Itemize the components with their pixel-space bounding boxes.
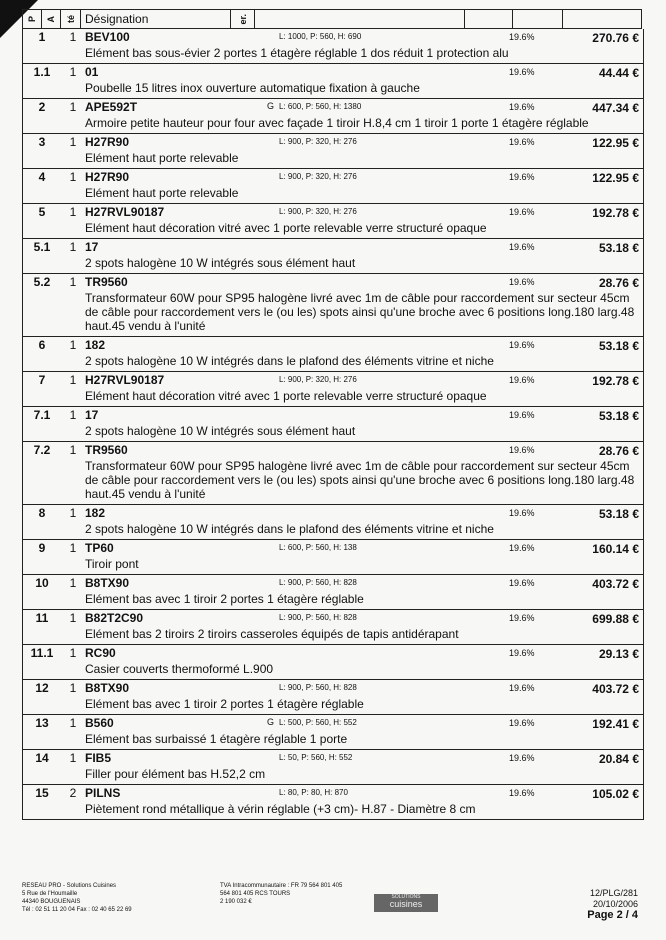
row-main-line [23, 204, 643, 220]
quantity: 1 [69, 338, 77, 352]
quantity: 1 [69, 135, 77, 149]
quantity: 1 [69, 681, 77, 695]
item-description: Elément bas avec 1 tiroir 2 portes 1 étagère réglable [85, 697, 364, 711]
quantity: 1 [69, 205, 77, 219]
item-number: 7.1 [33, 408, 51, 422]
item-description: Tiroir pont [85, 557, 139, 571]
item-number: 1 [38, 30, 46, 44]
row-main-line [23, 645, 643, 661]
item-price: 53.18 € [598, 507, 639, 521]
table-row [23, 505, 643, 540]
rcs-number: 564 801 405 RCS TOURS [220, 891, 291, 897]
item-code: H27R90 [85, 170, 130, 184]
row-main-line [23, 505, 643, 521]
item-price: 53.18 € [598, 339, 639, 353]
item-number: 6 [38, 338, 46, 352]
footer-legal [220, 882, 370, 906]
quote-ref: 12/PLG/281 [589, 888, 638, 898]
table-row [23, 540, 643, 575]
item-dimensions: L: 900, P: 320, H: 276 [279, 375, 357, 384]
item-code: 182 [85, 506, 106, 520]
vat-rate: 19.6% [509, 207, 535, 217]
item-description: Elément haut décoration vitré avec 1 porte relevable verre structuré opaque [85, 221, 487, 235]
item-description: Poubelle 15 litres inox ouverture automatique fixation à gauche [85, 81, 420, 95]
table-row [23, 372, 643, 407]
item-dimensions: L: 900, P: 560, H: 828 [279, 578, 357, 587]
item-dimensions: L: 900, P: 560, H: 828 [279, 683, 357, 692]
quantity: 1 [69, 716, 77, 730]
row-main-line [23, 29, 643, 45]
row-main-line [23, 169, 643, 185]
vat-rate: 19.6% [509, 340, 535, 350]
item-price: 403.72 € [592, 577, 639, 591]
item-number: 12 [35, 681, 49, 695]
table-row [23, 239, 643, 274]
vat-rate: 19.6% [509, 683, 535, 693]
item-code: TR9560 [85, 443, 128, 457]
vat-rate: 19.6% [509, 102, 535, 112]
item-number: 14 [35, 751, 49, 765]
quantity: 1 [69, 373, 77, 387]
row-main-line [23, 715, 643, 731]
item-code: PILNS [85, 786, 121, 800]
vat-rate: 19.6% [509, 445, 535, 455]
vat-rate: 19.6% [509, 375, 535, 385]
table-row [23, 645, 643, 680]
item-description: Elément bas avec 1 tiroir 2 portes 1 étagère réglable [85, 592, 364, 606]
item-number: 10 [35, 576, 49, 590]
row-main-line [23, 64, 643, 80]
item-number: 5.1 [33, 240, 51, 254]
table-header [22, 9, 642, 29]
item-number: 5.2 [33, 275, 51, 289]
item-price: 122.95 € [592, 136, 639, 150]
table-row [23, 575, 643, 610]
item-number: 9 [38, 541, 46, 555]
company-name: RESEAU PRO - Solutions Cuisines [22, 883, 117, 889]
item-price: 447.34 € [592, 101, 639, 115]
row-main-line [23, 442, 643, 458]
item-description: Elément bas 2 tiroirs 2 tiroirs casseroles équipés de tapis antidérapant [85, 627, 459, 641]
row-main-line [23, 750, 643, 766]
quote-date: 20/10/2006 [592, 899, 638, 909]
item-code: 01 [85, 65, 99, 79]
header-col-blank3 [513, 10, 563, 28]
table-row [23, 785, 643, 820]
item-price: 20.84 € [598, 752, 639, 766]
quantity: 1 [69, 576, 77, 590]
vat-number: TVA Intracommunautaire : FR 79 564 801 405 [220, 883, 343, 889]
footer-company [22, 882, 202, 914]
address-line1: 5 Rue de l'Houmaille [22, 891, 78, 897]
quantity: 1 [69, 751, 77, 765]
item-code: B8TX90 [85, 576, 130, 590]
quote-table [22, 29, 644, 820]
quantity: 1 [69, 611, 77, 625]
row-main-line [23, 540, 643, 556]
quantity: 1 [69, 30, 77, 44]
item-code: 182 [85, 338, 106, 352]
item-price: 699.88 € [592, 612, 639, 626]
quantity: 1 [69, 646, 77, 660]
item-dimensions: L: 900, P: 560, H: 828 [279, 613, 357, 622]
vat-rate: 19.6% [509, 753, 535, 763]
item-code: TP60 [85, 541, 114, 555]
page-number: Page 2 / 4 [587, 909, 638, 921]
item-number: 2 [38, 100, 46, 114]
table-row [23, 134, 643, 169]
item-price: 28.76 € [598, 276, 639, 290]
header-col-variant: A [42, 10, 61, 28]
row-main-line [23, 610, 643, 626]
header-col-other: er. [231, 10, 255, 28]
item-dimensions: L: 900, P: 320, H: 276 [279, 172, 357, 181]
table-row [23, 274, 643, 337]
item-price: 192.41 € [592, 717, 639, 731]
item-description: Elément bas surbaissé 1 étagère réglable 1 porte [85, 732, 348, 746]
table-row [23, 337, 643, 372]
footer-reference [587, 888, 638, 921]
quantity: 1 [69, 65, 77, 79]
item-code: BEV100 [85, 30, 130, 44]
item-number: 8 [38, 506, 46, 520]
item-number: 15 [35, 786, 49, 800]
item-description: Elément haut porte relevable [85, 151, 239, 165]
item-code: TR9560 [85, 275, 128, 289]
item-description: Transformateur 60W pour SP95 halogène livré avec 1m de câble pour raccordement sur secteur 45cm de câble pour raccordement vers le (ou les) spots ainsi qu'une broche avec 6 positions long.180 larg.48 haut.45 vendu à l'unité [85, 459, 635, 501]
item-dimensions: L: 500, P: 560, H: 552 [279, 718, 357, 727]
row-main-line [23, 407, 643, 423]
item-dimensions: L: 900, P: 320, H: 276 [279, 207, 357, 216]
item-number: 7 [38, 373, 46, 387]
item-price: 53.18 € [598, 241, 639, 255]
row-main-line [23, 575, 643, 591]
item-price: 122.95 € [592, 171, 639, 185]
row-main-line [23, 337, 643, 353]
item-description: 2 spots halogène 10 W intégrés dans le plafond des éléments vitrine et niche [85, 354, 494, 368]
item-description: Casier couverts thermoformé L.900 [85, 662, 274, 676]
vat-rate: 19.6% [509, 277, 535, 287]
quantity: 1 [69, 170, 77, 184]
item-code: H27R90 [85, 135, 130, 149]
item-code: H27RVL90187 [85, 373, 165, 387]
item-dimensions: L: 600, P: 560, H: 1380 [279, 102, 362, 111]
vat-rate: 19.6% [509, 578, 535, 588]
table-row [23, 610, 643, 645]
item-flag: G [267, 717, 275, 727]
row-main-line [23, 99, 643, 115]
vat-rate: 19.6% [509, 172, 535, 182]
table-row [23, 29, 643, 64]
table-row [23, 64, 643, 99]
item-dimensions: L: 50, P: 560, H: 552 [279, 753, 353, 762]
vat-rate: 19.6% [509, 137, 535, 147]
header-col-num: P [23, 10, 42, 28]
item-code: B560 [85, 716, 114, 730]
item-description: Transformateur 60W pour SP95 halogène livré avec 1m de câble pour raccordement sur secteur 45cm de câble pour raccordement vers le (ou les) spots ainsi qu'une broche avec 6 positions long.180 larg.48 haut.45 vendu à l'unité [85, 291, 635, 333]
item-price: 192.78 € [592, 206, 639, 220]
table-row [23, 750, 643, 785]
table-row [23, 204, 643, 239]
header-col-blank1 [255, 10, 465, 28]
footer [22, 880, 642, 928]
vat-rate: 19.6% [509, 32, 535, 42]
item-description: Elément haut porte relevable [85, 186, 239, 200]
item-code: B82T2C90 [85, 611, 144, 625]
item-description: 2 spots halogène 10 W intégrés dans le plafond des éléments vitrine et niche [85, 522, 494, 536]
item-number: 4 [38, 170, 46, 184]
vat-rate: 19.6% [509, 718, 535, 728]
item-code: 17 [85, 408, 99, 422]
item-price: 160.14 € [592, 542, 639, 556]
item-dimensions: L: 1000, P: 560, H: 690 [279, 32, 362, 41]
item-code: 17 [85, 240, 99, 254]
header-col-blank4 [563, 10, 641, 28]
item-code: FIB5 [85, 751, 112, 765]
item-number: 3 [38, 135, 46, 149]
vat-rate: 19.6% [509, 242, 535, 252]
header-col-qty: té [61, 10, 81, 28]
header-col-designation: Désignation [81, 10, 231, 28]
row-main-line [23, 134, 643, 150]
item-number: 7.2 [33, 443, 51, 457]
quantity: 1 [69, 506, 77, 520]
table-row [23, 442, 643, 505]
phone-fax: Tél : 02 51 11 20 04 Fax : 02 40 65 22 69 [22, 907, 132, 913]
table-row [23, 407, 643, 442]
quantity: 1 [69, 541, 77, 555]
capital: 2 190 032 € [220, 899, 252, 905]
item-number: 11.1 [30, 646, 54, 660]
item-code: RC90 [85, 646, 116, 660]
row-main-line [23, 274, 643, 290]
vat-rate: 19.6% [509, 543, 535, 553]
item-price: 270.76 € [592, 31, 639, 45]
item-price: 105.02 € [592, 787, 639, 801]
address-line2: 44340 BOUGUENAIS [22, 899, 81, 905]
table-row [23, 99, 643, 134]
table-row [23, 169, 643, 204]
row-main-line [23, 785, 643, 801]
item-dimensions: L: 600, P: 560, H: 138 [279, 543, 357, 552]
item-price: 29.13 € [598, 647, 639, 661]
item-description: 2 spots halogène 10 W intégrés sous élément haut [85, 256, 356, 270]
item-number: 5 [38, 205, 46, 219]
item-description: Armoire petite hauteur pour four avec façade 1 tiroir H.8,4 cm 1 tiroir 1 porte 1 étagère réglable [85, 116, 589, 130]
item-description: Filler pour élément bas H.52,2 cm [85, 767, 266, 781]
item-price: 403.72 € [592, 682, 639, 696]
item-description: Elément haut décoration vitré avec 1 porte relevable verre structuré opaque [85, 389, 487, 403]
item-price: 28.76 € [598, 444, 639, 458]
item-dimensions: L: 900, P: 320, H: 276 [279, 137, 357, 146]
solutions-cuisines-logo: SOLUTIONS cuisines [374, 894, 438, 912]
item-code: B8TX90 [85, 681, 130, 695]
row-main-line [23, 239, 643, 255]
quantity: 1 [69, 408, 77, 422]
quantity: 1 [69, 275, 77, 289]
item-flag: G [267, 101, 275, 111]
vat-rate: 19.6% [509, 788, 535, 798]
item-code: H27RVL90187 [85, 205, 165, 219]
vat-rate: 19.6% [509, 410, 535, 420]
header-col-blank2 [465, 10, 513, 28]
row-main-line [23, 372, 643, 388]
vat-rate: 19.6% [509, 648, 535, 658]
table-row [23, 680, 643, 715]
row-main-line [23, 680, 643, 696]
quantity: 1 [69, 240, 77, 254]
item-description: 2 spots halogène 10 W intégrés sous élément haut [85, 424, 356, 438]
item-dimensions: L: 80, P: 80, H: 870 [279, 788, 348, 797]
item-number: 1.1 [33, 65, 51, 79]
item-number: 11 [35, 611, 49, 625]
item-description: Elément bas sous-évier 2 portes 1 étagère réglable 1 dos réduit 1 protection alu [85, 46, 509, 60]
vat-rate: 19.6% [509, 508, 535, 518]
quantity: 2 [69, 786, 77, 800]
item-code: APE592T [85, 100, 138, 114]
vat-rate: 19.6% [509, 613, 535, 623]
item-price: 44.44 € [598, 66, 639, 80]
table-row [23, 715, 643, 750]
item-price: 192.78 € [592, 374, 639, 388]
item-description: Piètement rond métallique à vérin réglable (+3 cm)- H.87 - Diamètre 8 cm [85, 802, 476, 816]
item-price: 53.18 € [598, 409, 639, 423]
item-number: 13 [35, 716, 49, 730]
vat-rate: 19.6% [509, 67, 535, 77]
quantity: 1 [69, 100, 77, 114]
quantity: 1 [69, 443, 77, 457]
